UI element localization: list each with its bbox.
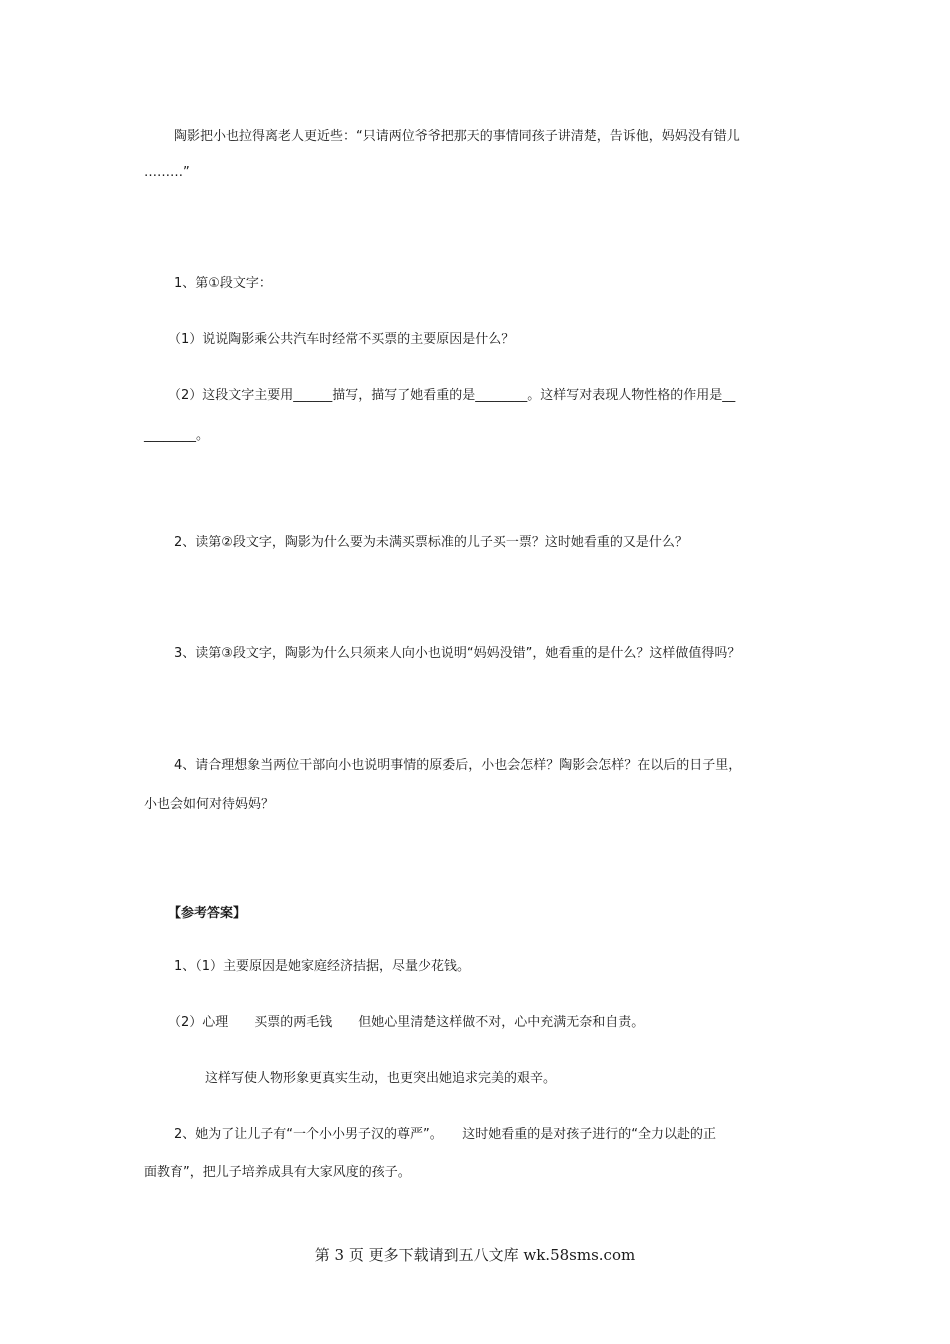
question-2: 2、读第②段文字，陶影为什么要为未满买票标准的儿子买一票？这时她看重的又是什么？ bbox=[174, 535, 688, 550]
question-3: 3、读第③段文字，陶影为什么只须来人向小也说明“妈妈没错”，她看重的是什么？这样做值得吗？ bbox=[174, 646, 741, 661]
question-4-line-2: 小也会如何对待妈妈？ bbox=[144, 797, 275, 812]
question-1-title: 1、第①段文字： bbox=[174, 276, 272, 291]
passage-line-2: ………” bbox=[144, 165, 190, 180]
question-4-line-1: 4、请合理想象当两位干部向小也说明事情的原委后，小也会怎样？陶影会怎样？在以后的日子里， bbox=[174, 758, 742, 773]
answer-1-part-1: 1、（1）主要原因是她家庭经济拮据，尽量少花钱。 bbox=[174, 959, 471, 974]
answers-heading: 【参考答案】 bbox=[168, 906, 247, 921]
passage-line-1: 陶影把小也拉得离老人更近些：“只请两位爷爷把那天的事情同孩子讲清楚，告诉他，妈妈没有错儿 bbox=[174, 129, 740, 144]
answer-2-line-2: 面教育”，把儿子培养成具有大家风度的孩子。 bbox=[144, 1165, 411, 1180]
answer-1-part-3: 这样写使人物形象更真实生动，也更突出她追求完美的艰辛。 bbox=[205, 1071, 557, 1086]
question-1-part-2-line-1: （2）这段文字主要用______描写，描写了她看重的是________。这样写对表现人物性格的作用是__ bbox=[168, 388, 736, 403]
answer-1-part-2: （2）心理 买票的两毛钱 但她心里清楚这样做不对，心中充满无奈和自责。 bbox=[168, 1015, 645, 1030]
question-1-part-1: （1）说说陶影乘公共汽车时经常不买票的主要原因是什么？ bbox=[168, 332, 515, 347]
answer-2-line-1: 2、她为了让儿子有“一个小小男子汉的尊严”。 这时她看重的是对孩子进行的“全力以赴的正 bbox=[174, 1127, 716, 1142]
page-footer: 第 3 页 更多下载请到五八文库 wk.58sms.com bbox=[314, 1246, 636, 1264]
question-1-part-2-line-2: ________。 bbox=[144, 428, 210, 443]
